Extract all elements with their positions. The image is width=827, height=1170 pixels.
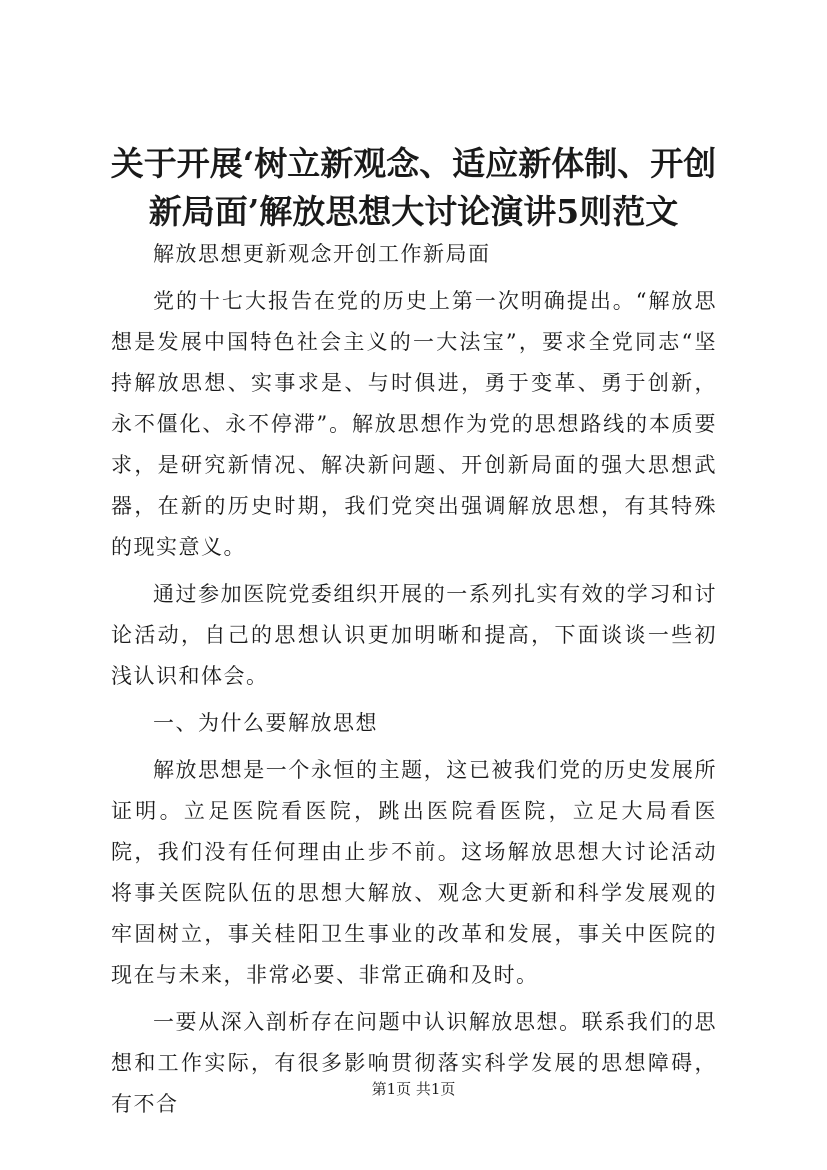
document-body [111, 234, 717, 1125]
paragraph: 解放思想是一个永恒的主题，这已被我们党的历史发展所证明。立足医院看医院，跳出医院看医院，立足大局看医院，我们没有任何理由止步不前。这场解放思想大讨论活动将事关医院队伍的思想大解放、观念大更新和科学发展观的牢固树立，事关桂阳卫生事业的改革和发展，事关中医院的现在与未来，非常必要、非常正确和及时。 [111, 758, 717, 987]
paragraph: 一要从深入剖析存在问题中认识解放思想。联系我们的思想和工作实际，有很多影响贯彻落实科学发展的思想障碍，有不合 [111, 1010, 717, 1116]
paragraph: 通过参加医院党委组织开展的一系列扎实有效的学习和讨论活动，自己的思想认识更加明晰和提高，下面谈谈一些初浅认识和体会。 [111, 582, 717, 688]
document-title: 关于开展‘树立新观念、适应新体制、开创新局面’解放思想大讨论演讲5则范文 [110, 144, 717, 231]
document-subtitle: 解放思想更新观念开创工作新局面 [153, 242, 491, 266]
page-number-footer: 第1页 共1页 [371, 1080, 456, 1098]
section-heading: 一、为什么要解放思想 [153, 711, 378, 735]
paragraph: 党的十七大报告在党的历史上第一次明确提出。“解放思想是发展中国特色社会主义的一大法宝”，要求全党同志“坚持解放思想、实事求是、与时俱进，勇于变革、勇于创新，永不僵化、永不停滞”。解放思想作为党的思想路线的本质要求，是研究新情况、解决新问题、开创新局面的强大思想武器，在新的历史时期，我们党突出强调解放思想，有其特殊的现实意义。 [111, 289, 717, 559]
